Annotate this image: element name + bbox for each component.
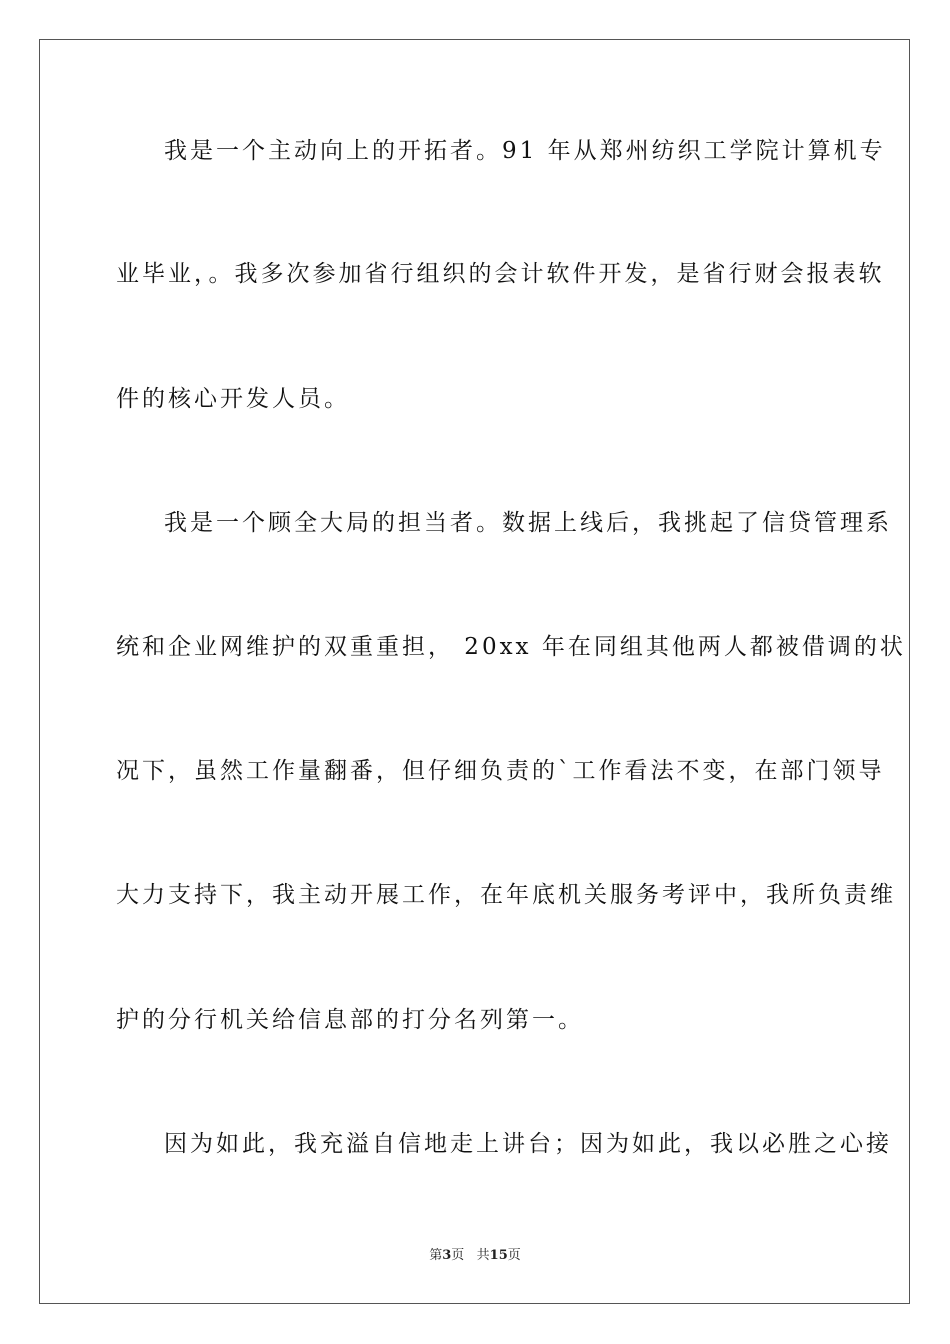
paragraph-2-line-3: 况下，虽然工作量翻番，但仔细负责的`工作看法不变，在部门领导: [116, 758, 885, 784]
paragraph-1-line-3: 件的核心开发人员。: [116, 386, 350, 412]
paragraph-2-line-1: 我是一个顾全大局的担当者。数据上线后，我挑起了信贷管理系: [164, 510, 892, 536]
paragraph-3-line-1: 因为如此，我充溢自信地走上讲台；因为如此，我以必胜之心接: [164, 1131, 892, 1157]
paragraph-2-line-2: 统和企业网维护的双重重担， 20xx 年在同组其他两人都被借调的状: [116, 634, 906, 660]
paragraph-1-line-1: 我是一个主动向上的开拓者。91 年从郑州纺织工学院计算机专: [164, 138, 886, 164]
footer-page-number: 3: [442, 1248, 452, 1263]
paragraph-1-line-2: 业毕业，。我多次参加省行组织的会计软件开发，是省行财会报表软: [116, 261, 885, 287]
page-footer: [0, 1248, 950, 1264]
footer-suffix: 页: [507, 1248, 521, 1263]
page-border: [39, 39, 910, 1304]
footer-prefix: 第: [429, 1248, 443, 1263]
footer-mid: 页 共: [451, 1248, 490, 1263]
footer-total-pages: 15: [489, 1248, 508, 1263]
paragraph-2-line-4: 大力支持下，我主动开展工作，在年底机关服务考评中，我所负责维: [116, 882, 896, 908]
paragraph-2-line-5: 护的分行机关给信息部的打分名列第一。: [116, 1007, 584, 1033]
